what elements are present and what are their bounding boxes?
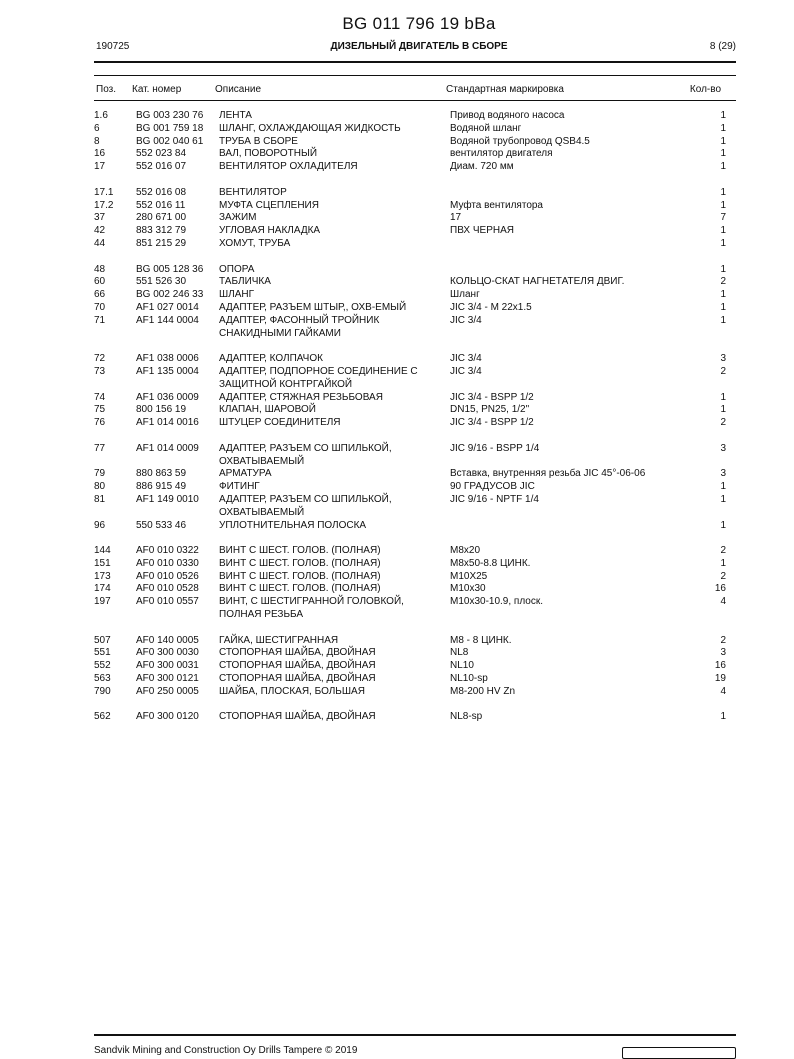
column-header-pos: Поз.: [96, 84, 116, 95]
cell-cat: AF0 010 0330: [136, 557, 199, 569]
table-row: [0, 558, 794, 571]
cell-desc: АДАПТЕР, КОЛПАЧОК: [219, 353, 323, 365]
cell-pos: 48: [94, 263, 106, 275]
table-row: [0, 148, 794, 161]
cell-cat: AF1 144 0004: [136, 314, 199, 326]
cell-qty: 1: [720, 199, 726, 211]
cell-std: Привод водяного насоса: [450, 110, 565, 121]
table-row: [0, 276, 794, 289]
cell-pos: 42: [94, 225, 106, 237]
cell-cat: 851 215 29: [136, 237, 187, 249]
cell-std: NL8: [450, 647, 469, 659]
cell-cat: AF1 014 0009: [136, 442, 199, 454]
cell-desc: ТАБЛИЧКА: [219, 276, 271, 288]
cell-pos: 174: [94, 583, 111, 595]
table-row: [0, 136, 794, 149]
cell-pos: 790: [94, 685, 111, 697]
cell-desc: АДАПТЕР, РАЗЪЕМ СО ШПИЛЬКОЙ, ОХВАТЫВАЕМЫЙ: [219, 442, 392, 467]
cell-qty: 16: [714, 583, 726, 595]
cell-desc: ХОМУТ, ТРУБА: [219, 237, 291, 249]
cell-pos: 44: [94, 237, 106, 249]
cell-desc: КЛАПАН, ШАРОВОЙ: [219, 404, 316, 416]
cell-qty: 1: [720, 557, 726, 569]
cell-desc: АДАПТЕР, РАЗЪЕМ ШТЫР,, ОХВ-ЕМЫЙ: [219, 301, 407, 313]
cell-cat: AF1 038 0006: [136, 353, 199, 365]
cell-desc: ФИТИНГ: [219, 481, 260, 493]
cell-cat: BG 002 246 33: [136, 289, 204, 301]
cell-pos: 71: [94, 314, 106, 326]
cell-desc: ВИНТ С ШЕСТ. ГОЛОВ. (ПОЛНАЯ): [219, 583, 381, 595]
cell-pos: 76: [94, 417, 106, 429]
cell-qty: 2: [720, 365, 726, 377]
table-row: [0, 302, 794, 315]
cell-cat: 551 526 30: [136, 276, 187, 288]
table-row: [0, 596, 794, 622]
cell-pos: 77: [94, 442, 106, 454]
table-row: [0, 443, 794, 469]
cell-qty: 19: [714, 673, 726, 685]
header-rule: [94, 61, 736, 63]
cell-pos: 73: [94, 365, 106, 377]
cell-std: M8 - 8 ЦИНК.: [450, 634, 512, 646]
cell-desc: ОПОРА: [219, 263, 255, 275]
table-row: [0, 711, 794, 724]
cell-std: Муфта вентилятора: [450, 199, 543, 211]
cell-cat: AF0 300 0030: [136, 647, 199, 659]
table-row: [0, 315, 794, 341]
table-row: [0, 366, 794, 392]
cell-cat: 800 156 19: [136, 404, 187, 416]
cell-pos: 6: [94, 122, 100, 134]
cell-pos: 173: [94, 570, 111, 582]
cell-qty: 1: [720, 161, 726, 173]
cell-pos: 562: [94, 711, 111, 723]
cell-qty: 3: [720, 353, 726, 365]
cell-std: Водяной шланг: [450, 122, 522, 134]
cell-desc: АДАПТЕР, СТЯЖНАЯ РЕЗЬБОВАЯ: [219, 391, 383, 403]
table-row: [0, 647, 794, 660]
cell-qty: 1: [720, 289, 726, 301]
document-title: BG 011 796 19 bBa: [342, 14, 496, 33]
cell-qty: 3: [720, 442, 726, 454]
cell-qty: 4: [720, 596, 726, 608]
cell-qty: 1: [720, 186, 726, 198]
cell-std: M8x50-8.8 ЦИНК.: [450, 557, 531, 569]
cell-desc: УГЛОВАЯ НАКЛАДКА: [219, 225, 321, 237]
cell-desc: СТОПОРНАЯ ШАЙБА, ДВОЙНАЯ: [219, 647, 376, 659]
footer-text: Sandvik Mining and Construction Oy Drills Tampere © 2019: [94, 1045, 358, 1056]
table-row: [0, 417, 794, 430]
parts-table: [0, 110, 794, 724]
cell-qty: 1: [720, 122, 726, 134]
cell-desc: ВАЛ, ПОВОРОТНЫЙ: [219, 148, 318, 160]
cell-desc: ВИНТ С ШЕСТ. ГОЛОВ. (ПОЛНАЯ): [219, 557, 381, 569]
cell-std: JIC 3/4 - BSPP 1/2: [450, 417, 534, 429]
table-row: [0, 212, 794, 225]
cell-cat: 886 915 49: [136, 481, 187, 493]
cell-pos: 74: [94, 391, 106, 403]
table-row: [0, 123, 794, 136]
cell-std: M10x30: [450, 583, 486, 595]
cell-qty: 2: [720, 417, 726, 429]
cell-cat: 550 533 46: [136, 519, 187, 531]
cell-cat: AF0 300 0031: [136, 660, 199, 672]
table-row: [0, 264, 794, 277]
cell-cat: BG 005 128 36: [136, 263, 204, 275]
cell-cat: 883 312 79: [136, 225, 187, 237]
cell-qty: 2: [720, 545, 726, 557]
cell-qty: 1: [720, 314, 726, 326]
cell-pos: 66: [94, 289, 106, 301]
cell-cat: AF1 149 0010: [136, 493, 199, 505]
cell-cat: BG 002 040 61: [136, 135, 204, 147]
cell-cat: AF0 010 0528: [136, 583, 199, 595]
cell-std: JIC 9/16 - NPTF 1/4: [450, 493, 539, 505]
cell-std: M8x20: [450, 545, 481, 557]
table-row: [0, 200, 794, 213]
cell-qty: 1: [720, 391, 726, 403]
cell-pos: 551: [94, 647, 111, 659]
document-description: ДИЗЕЛЬНЫЙ ДВИГАТЕЛЬ В СБОРЕ: [330, 41, 508, 52]
column-header-qty: Кол-во: [689, 84, 721, 95]
cell-desc: ШАЙБА, ПЛОСКАЯ, БОЛЬШАЯ: [219, 685, 365, 697]
cell-qty: 1: [720, 263, 726, 275]
cell-pos: 507: [94, 634, 111, 646]
cell-qty: 2: [720, 276, 726, 288]
table-row: [0, 161, 794, 174]
cell-pos: 80: [94, 481, 106, 493]
cell-std: NL10: [450, 660, 474, 672]
table-row: [0, 238, 794, 251]
cell-desc: СТОПОРНАЯ ШАЙБА, ДВОЙНАЯ: [219, 711, 376, 723]
cell-desc: ГАЙКА, ШЕСТИГРАННАЯ: [219, 634, 339, 646]
footer-rule: [94, 1034, 736, 1036]
cell-cat: 280 671 00: [136, 212, 187, 224]
table-row: [0, 673, 794, 686]
cell-qty: 1: [720, 135, 726, 147]
cell-desc: АДАПТЕР, ПОДПОРНОЕ СОЕДИНЕНИЕ С ЗАЩИТНОЙ КОНТРГАЙКОЙ: [219, 365, 418, 390]
cell-std: JIC 3/4: [450, 365, 482, 377]
cell-desc: ВЕНТИЛЯТОР: [219, 186, 287, 198]
cell-pos: 37: [94, 212, 106, 224]
cell-pos: 17.1: [94, 186, 114, 198]
column-header-std: Стандартная маркировка: [446, 84, 564, 95]
cell-desc: ЗАЖИМ: [219, 212, 257, 224]
cell-pos: 1.6: [94, 110, 108, 121]
cell-std: NL10-sp: [450, 673, 488, 685]
table-row: [0, 468, 794, 481]
cell-desc: АДАПТЕР, РАЗЪЕМ СО ШПИЛЬКОЙ, ОХВАТЫВАЕМЫЙ: [219, 493, 392, 518]
table-row: [0, 583, 794, 596]
cell-pos: 552: [94, 660, 111, 672]
cell-qty: 1: [720, 711, 726, 723]
table-row: [0, 571, 794, 584]
column-header-rule-top: [94, 75, 736, 76]
cell-pos: 60: [94, 276, 106, 288]
cell-cat: AF0 140 0005: [136, 634, 199, 646]
cell-pos: 72: [94, 353, 106, 365]
cell-cat: AF0 010 0526: [136, 570, 199, 582]
cell-pos: 151: [94, 557, 111, 569]
cell-desc: ШТУЦЕР СОЕДИНИТЕЛЯ: [219, 417, 341, 429]
cell-cat: 552 016 07: [136, 161, 187, 173]
cell-std: КОЛЬЦО-СКАТ НАГНЕТАТЕЛЯ ДВИГ.: [450, 276, 625, 288]
cell-qty: 1: [720, 110, 726, 121]
cell-qty: 16: [714, 660, 726, 672]
cell-cat: AF1 036 0009: [136, 391, 199, 403]
cell-pos: 81: [94, 493, 106, 505]
cell-std: NL8-sp: [450, 711, 483, 723]
cell-cat: AF0 250 0005: [136, 685, 199, 697]
cell-qty: 1: [720, 481, 726, 493]
cell-std: 17: [450, 212, 462, 224]
cell-pos: 79: [94, 468, 106, 480]
cell-qty: 1: [720, 237, 726, 249]
table-row: [0, 110, 794, 123]
cell-desc: ВИНТ С ШЕСТ. ГОЛОВ. (ПОЛНАЯ): [219, 570, 381, 582]
cell-qty: 1: [720, 404, 726, 416]
cell-desc: СТОПОРНАЯ ШАЙБА, ДВОЙНАЯ: [219, 660, 376, 672]
table-row: [0, 686, 794, 699]
cell-std: M8-200 HV Zn: [450, 685, 516, 697]
table-row: [0, 520, 794, 533]
cell-cat: 552 016 11: [136, 199, 186, 211]
cell-cat: AF0 010 0322: [136, 545, 199, 557]
cell-desc: ТРУБА В СБОРЕ: [219, 135, 298, 147]
cell-desc: СТОПОРНАЯ ШАЙБА, ДВОЙНАЯ: [219, 673, 376, 685]
cell-qty: 2: [720, 634, 726, 646]
cell-qty: 1: [720, 493, 726, 505]
cell-pos: 17: [94, 161, 106, 173]
cell-pos: 197: [94, 596, 111, 608]
document-code: 190725: [96, 41, 130, 52]
cell-qty: 7: [720, 212, 726, 224]
cell-pos: 17.2: [94, 199, 114, 211]
table-row: [0, 404, 794, 417]
cell-cat: AF0 010 0557: [136, 596, 199, 608]
cell-cat: BG 001 759 18: [136, 122, 204, 134]
column-header-desc: Описание: [215, 84, 262, 95]
cell-cat: AF0 300 0121: [136, 673, 199, 685]
cell-qty: 1: [720, 301, 726, 313]
table-row: [0, 392, 794, 405]
cell-desc: ВИНТ, С ШЕСТИГРАННОЙ ГОЛОВКОЙ, ПОЛНАЯ РЕЗЬБА: [219, 596, 404, 621]
cell-qty: 3: [720, 647, 726, 659]
cell-desc: ВИНТ С ШЕСТ. ГОЛОВ. (ПОЛНАЯ): [219, 545, 381, 557]
cell-qty: 2: [720, 570, 726, 582]
cell-desc: УПЛОТНИТЕЛЬНАЯ ПОЛОСКА: [219, 519, 367, 531]
cell-qty: 1: [720, 225, 726, 237]
column-header-rule-bottom: [94, 100, 736, 101]
page-number: 8 (29): [709, 41, 736, 52]
cell-pos: 144: [94, 545, 111, 557]
table-row: [0, 481, 794, 494]
cell-desc: ВЕНТИЛЯТОР ОХЛАДИТЕЛЯ: [219, 161, 358, 173]
cell-pos: 8: [94, 135, 100, 147]
cell-std: M10x30-10.9, плоск.: [450, 596, 544, 608]
cell-qty: 1: [720, 148, 726, 160]
cell-pos: 70: [94, 301, 106, 313]
cell-std: JIC 9/16 - BSPP 1/4: [450, 442, 540, 454]
cell-std: Водяной трубопровод QSB4.5: [450, 135, 590, 147]
cell-desc: АДАПТЕР, ФАСОННЫЙ ТРОЙНИК СНАКИДНЫМИ ГАЙКАМИ: [219, 314, 380, 339]
cell-std: JIC 3/4 - M 22x1.5: [450, 301, 532, 313]
cell-std: JIC 3/4: [450, 353, 482, 365]
cell-std: ПВХ ЧЕРНАЯ: [450, 225, 514, 237]
cell-cat: 880 863 59: [136, 468, 187, 480]
cell-std: DN15, PN25, 1/2": [450, 404, 530, 416]
cell-cat: AF1 014 0016: [136, 417, 199, 429]
table-row: [0, 545, 794, 558]
cell-std: JIC 3/4: [450, 314, 482, 326]
cell-cat: 552 023 84: [136, 148, 187, 160]
cell-desc: ЛЕНТА: [219, 110, 252, 121]
cell-qty: 4: [720, 685, 726, 697]
cell-std: вентилятор двигателя: [450, 148, 553, 160]
table-row: [0, 353, 794, 366]
cell-std: Диам. 720 мм: [450, 161, 514, 173]
column-header-cat: Кат. номер: [132, 84, 182, 95]
cell-std: Вставка, внутренняя резьба JIC 45°-06-06: [450, 468, 646, 480]
cell-std: Шланг: [450, 289, 480, 301]
cell-desc: ШЛАНГ, ОХЛАЖДАЮЩАЯ ЖИДКОСТЬ: [219, 122, 401, 134]
table-row: [0, 225, 794, 238]
table-row: [0, 187, 794, 200]
cell-desc: ШЛАНГ: [219, 289, 255, 301]
table-row: [0, 660, 794, 673]
cell-qty: 3: [720, 468, 726, 480]
table-row: [0, 494, 794, 520]
cell-pos: 75: [94, 404, 106, 416]
cell-cat: AF1 135 0004: [136, 365, 199, 377]
sandvik-logo: [622, 1047, 736, 1059]
cell-qty: 1: [720, 519, 726, 531]
table-row: [0, 635, 794, 648]
cell-desc: МУФТА СЦЕПЛЕНИЯ: [219, 199, 319, 211]
cell-std: M10X25: [450, 570, 488, 582]
cell-cat: AF1 027 0014: [136, 301, 199, 313]
cell-std: JIC 3/4 - BSPP 1/2: [450, 391, 534, 403]
cell-pos: 16: [94, 148, 106, 160]
cell-cat: 552 016 08: [136, 186, 187, 198]
table-row: [0, 289, 794, 302]
cell-desc: АРМАТУРА: [219, 468, 272, 480]
cell-pos: 96: [94, 519, 106, 531]
cell-cat: AF0 300 0120: [136, 711, 199, 723]
cell-std: 90 ГРАДУСОВ JIC: [450, 481, 535, 493]
cell-pos: 563: [94, 673, 111, 685]
cell-cat: BG 003 230 76: [136, 110, 204, 121]
